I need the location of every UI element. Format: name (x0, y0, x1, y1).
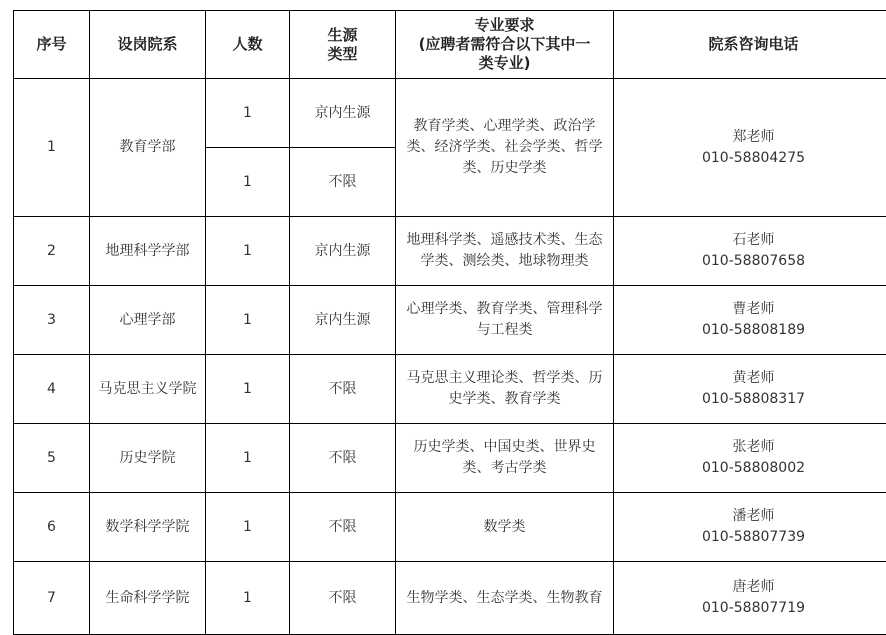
contact-phone: 010-58808189 (620, 320, 886, 341)
contact-name: 郑老师 (620, 127, 886, 148)
cell-count: 1 (206, 286, 290, 355)
header-seq: 序号 (14, 11, 90, 79)
header-source (290, 11, 396, 79)
cell-major: 数学类 (396, 493, 614, 562)
table-row (14, 79, 886, 148)
table-row (14, 562, 886, 635)
header-major-line3: 类专业) (402, 54, 607, 73)
contact-phone: 010-58808002 (620, 458, 886, 479)
contact-name: 潘老师 (620, 506, 886, 527)
contact-name: 曹老师 (620, 299, 886, 320)
header-count: 人数 (206, 11, 290, 79)
cell-dept: 生命科学学院 (90, 562, 206, 635)
cell-count: 1 (206, 217, 290, 286)
table-row (14, 355, 886, 424)
header-major-line1: 专业要求 (402, 16, 607, 35)
cell-source: 不限 (290, 424, 396, 493)
cell-dept: 数学科学学院 (90, 493, 206, 562)
cell-phone (614, 217, 886, 286)
table-row (14, 493, 886, 562)
cell-seq: 4 (14, 355, 90, 424)
cell-seq: 5 (14, 424, 90, 493)
table-row (14, 217, 886, 286)
header-phone: 院系咨询电话 (614, 11, 886, 79)
cell-phone (614, 355, 886, 424)
cell-dept: 心理学部 (90, 286, 206, 355)
cell-source: 京内生源 (290, 217, 396, 286)
cell-major: 教育学类、心理学类、政治学类、经济学类、社会学类、哲学类、历史学类 (396, 79, 614, 217)
contact-name: 黄老师 (620, 368, 886, 389)
cell-count: 1 (206, 148, 290, 217)
contact-name: 张老师 (620, 437, 886, 458)
cell-seq: 7 (14, 562, 90, 635)
cell-seq: 1 (14, 79, 90, 217)
cell-dept: 地理科学学部 (90, 217, 206, 286)
cell-major: 地理科学类、遥感技术类、生态学类、测绘类、地球物理类 (396, 217, 614, 286)
cell-count: 1 (206, 562, 290, 635)
header-major-line2: (应聘者需符合以下其中一 (402, 35, 607, 54)
cell-source: 不限 (290, 355, 396, 424)
cell-source: 京内生源 (290, 79, 396, 148)
cell-source: 不限 (290, 562, 396, 635)
cell-dept: 马克思主义学院 (90, 355, 206, 424)
cell-seq: 2 (14, 217, 90, 286)
contact-phone: 010-58808317 (620, 389, 886, 410)
cell-major: 心理学类、教育学类、管理科学与工程类 (396, 286, 614, 355)
cell-dept: 历史学院 (90, 424, 206, 493)
contact-name: 石老师 (620, 230, 886, 251)
cell-major: 马克思主义理论类、哲学类、历史学类、教育学类 (396, 355, 614, 424)
contact-name: 唐老师 (620, 577, 886, 598)
cell-phone (614, 286, 886, 355)
cell-major: 历史学类、中国史类、世界史类、考古学类 (396, 424, 614, 493)
cell-source: 不限 (290, 148, 396, 217)
contact-phone: 010-58804275 (620, 148, 886, 169)
header-major (396, 11, 614, 79)
contact-phone: 010-58807719 (620, 598, 886, 619)
header-source-line2: 类型 (296, 45, 389, 64)
cell-source: 不限 (290, 493, 396, 562)
cell-count: 1 (206, 424, 290, 493)
cell-seq: 3 (14, 286, 90, 355)
header-source-line1: 生源 (296, 26, 389, 45)
contact-phone: 010-58807739 (620, 527, 886, 548)
cell-dept: 教育学部 (90, 79, 206, 217)
cell-phone (614, 424, 886, 493)
header-row (14, 11, 886, 79)
cell-phone (614, 79, 886, 217)
cell-count: 1 (206, 79, 290, 148)
contact-phone: 010-58807658 (620, 251, 886, 272)
header-dept: 设岗院系 (90, 11, 206, 79)
cell-count: 1 (206, 355, 290, 424)
cell-seq: 6 (14, 493, 90, 562)
table-row (14, 286, 886, 355)
positions-table (13, 10, 886, 635)
cell-major: 生物学类、生态学类、生物教育 (396, 562, 614, 635)
cell-count: 1 (206, 493, 290, 562)
cell-phone (614, 562, 886, 635)
table-row (14, 424, 886, 493)
cell-source: 京内生源 (290, 286, 396, 355)
cell-phone (614, 493, 886, 562)
